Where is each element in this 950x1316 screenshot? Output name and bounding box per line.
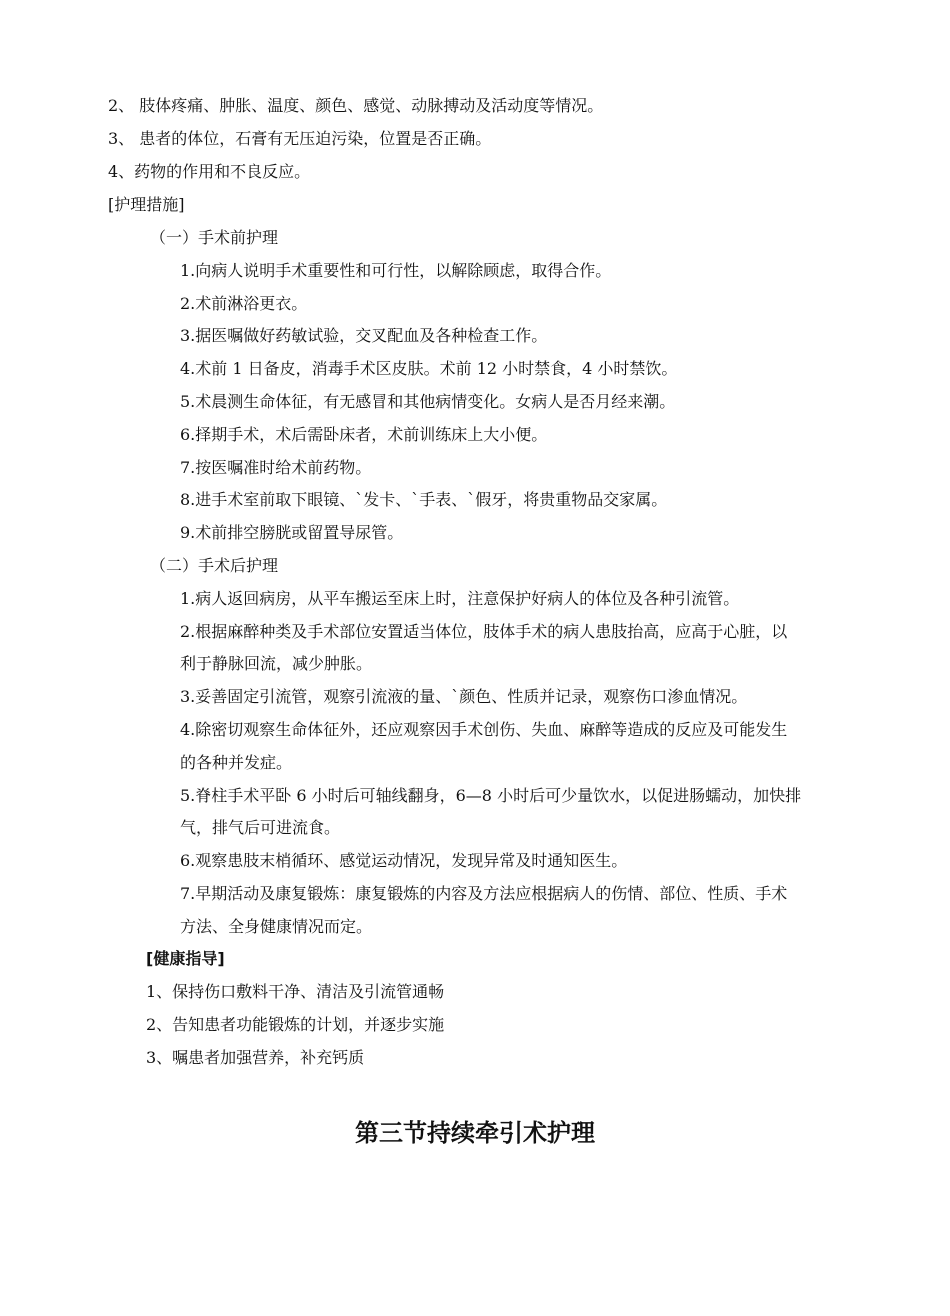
assessment-item-2: 2、 肢体疼痛、肿胀、温度、颜色、感觉、动脉搏动及活动度等情况。 [108,96,604,115]
health-item: 1、保持伤口敷料干净、清洁及引流管通畅 [146,982,445,1001]
preop-item: 1.向病人说明手术重要性和可行性，以解除顾虑，取得合作。 [180,261,612,280]
health-guidance-heading: [健康指导] [146,949,225,968]
postop-line: 6.观察患肢末梢循环、感觉运动情况，发现异常及时通知医生。 [180,851,628,870]
postop-line: 3.妥善固定引流管，观察引流液的量、`颜色、性质并记录，观察伤口渗血情况。 [180,687,748,706]
postop-line: 利于静脉回流，减少肿胀。 [180,654,373,673]
preop-item: 8.进手术室前取下眼镜、`发卡、`手表、`假牙，将贵重物品交家属。 [180,490,668,509]
nursing-measures-heading: [护理措施] [108,195,185,214]
health-item: 2、告知患者功能锻炼的计划，并逐步实施 [146,1015,445,1034]
preop-heading: （一）手术前护理 [150,228,279,247]
preop-item: 7.按医嘱准时给术前药物。 [180,458,372,477]
preop-item: 3.据医嘱做好药敏试验，交叉配血及各种检查工作。 [180,326,548,345]
preop-item: 6.择期手术，术后需卧床者，术前训练床上大小便。 [180,425,548,444]
postop-line: 气，排气后可进流食。 [180,818,341,837]
postop-line: 的各种并发症。 [180,753,293,772]
assessment-item-4: 4、药物的作用和不良反应。 [108,162,311,181]
preop-item: 9.术前排空膀胱或留置导尿管。 [180,523,404,542]
preop-item: 2.术前淋浴更衣。 [180,294,308,313]
health-item: 3、嘱患者加强营养，补充钙质 [146,1048,365,1067]
preop-item: 4.术前 1 日备皮，消毒手术区皮肤。术前 12 小时禁食，4 小时禁饮。 [180,359,678,378]
postop-line: 4.除密切观察生命体征外，还应观察因手术创伤、失血、麻醉等造成的反应及可能发生 [180,720,788,739]
preop-item: 5.术晨测生命体征，有无感冒和其他病情变化。女病人是否月经来潮。 [180,392,676,411]
postop-line: 1.病人返回病房，从平车搬运至床上时，注意保护好病人的体位及各种引流管。 [180,589,740,608]
section-title: 第三节持续牵引术护理 [355,1119,595,1147]
postop-line: 5.脊柱手术平卧 6 小时后可轴线翻身，6—8 小时后可少量饮水，以促进肠蠕动，加快排 [180,786,802,805]
postop-line: 方法、全身健康情况而定。 [180,917,373,936]
postop-line: 2.根据麻醉种类及手术部位安置适当体位，肢体手术的病人患肢抬高，应高于心脏，以 [180,622,788,641]
assessment-item-3: 3、 患者的体位，石膏有无压迫污染，位置是否正确。 [108,129,492,148]
postop-line: 7.早期活动及康复锻炼：康复锻炼的内容及方法应根据病人的伤情、部位、性质、手术 [180,884,788,903]
postop-heading: （二）手术后护理 [150,556,279,575]
